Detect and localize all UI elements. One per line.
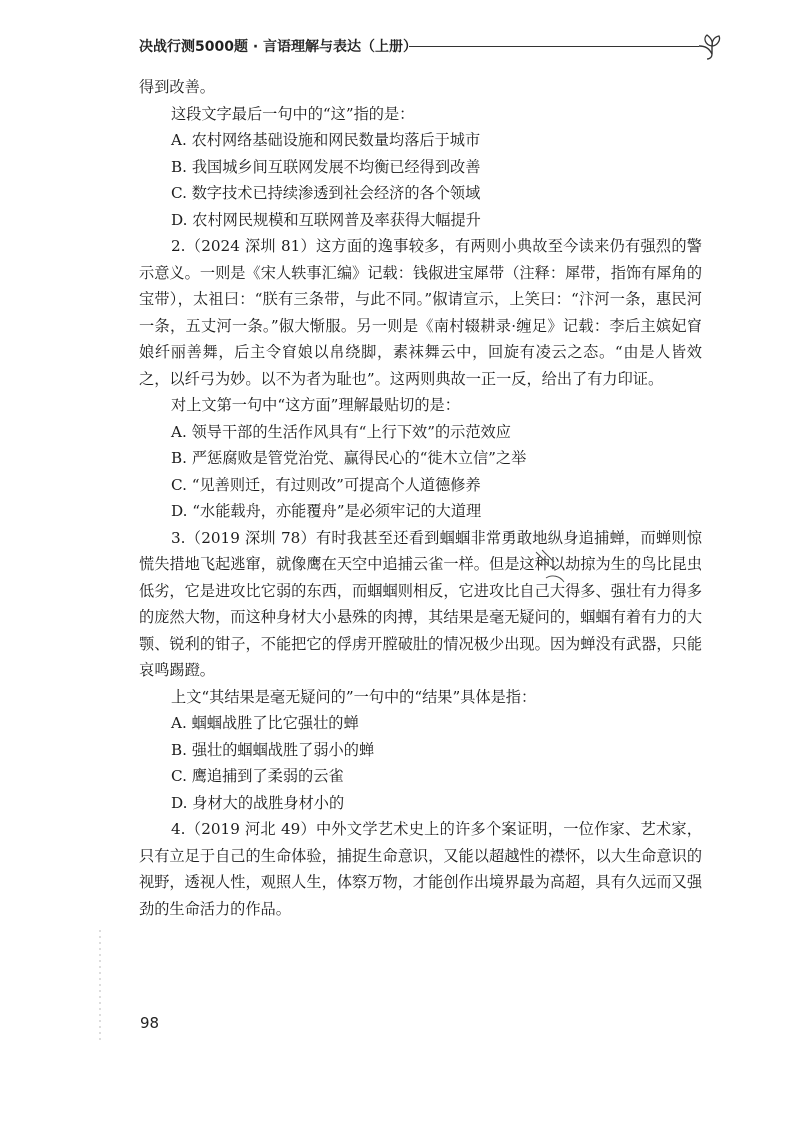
question-passage: 3.（2019 深圳 78）有时我甚至还看到蝈蝈非常勇敢地纵身追捕蝉，而蝉则惊慌失措地飞起逃窜，就像鹰在天空中追捕云雀一样。但是这种以劫掠为生的鸟比昆虫低劣，它是进攻比它弱的东西，而蝈蝈则相反，它进攻比自己大得多、强壮有力得多的庞然大物，而这种身材大小悬殊的肉搏，其结果是毫无疑问的，蝈蝈有着有力的大颚、锐利的钳子，不能把它的俘虏开膛破肚的情况极少出现。因为蝉没有武器，只能哀鸣踢蹬。: [139, 528, 702, 679]
binding-marks: [95, 930, 105, 1040]
answer-option: A. 农村网络基础设施和网民数量均落后于城市: [171, 131, 481, 149]
answer-option: B. 我国城乡间互联网发展不均衡已经得到改善: [171, 157, 481, 176]
question-prompt: 对上文第一句中“这方面”理解最贴切的是：: [171, 396, 460, 414]
answer-option: A. 领导干部的生活作风具有“上行下效”的示范效应: [171, 422, 511, 441]
answer-option: C. 数字技术已持续渗透到社会经济的各个领域: [171, 184, 481, 202]
running-header: [139, 32, 729, 62]
answer-option: C. “见善则迁，有过则改”可提高个人道德修养: [171, 475, 481, 494]
continued-paragraph: 得到改善。: [139, 78, 215, 96]
answer-option: B. 强壮的蝈蝈战胜了弱小的蝉: [171, 740, 375, 759]
answer-option: D. “水能载舟，亦能覆舟”是必须牢记的大道理: [171, 502, 482, 520]
question-passage: 2.（2024 深圳 81）这方面的逸事较多，有两则小典故至今读来仍有强烈的警示意义。一则是《宋人轶事汇编》记载：钱俶进宝犀带（注释：犀带，指饰有犀角的宝带），太祖曰：“朕有三条带，与此不同。”俶请宣示，上笑曰：“汴河一条，惠民河一条，五丈河一条。”俶大惭服。另一则是《南村辍耕录·缠足》记载：李后主嫔妃窅娘纤丽善舞，后主令窅娘以帛绕脚，素袜舞云中，回旋有凌云之态。“由是人皆效之，以纤弓为妙。以不为者为耻也”。这两则典故一正一反，给出了有力印证。: [139, 237, 702, 388]
page-number: 98: [140, 1014, 160, 1032]
answer-option: D. 农村网民规模和互联网普及率获得大幅提升: [171, 210, 481, 229]
answer-option: A. 蝈蝈战胜了比它强壮的蝉: [171, 714, 359, 732]
question-prompt: 上文“其结果是毫无疑问的”一句中的“结果”具体是指：: [171, 687, 537, 706]
answer-option: D. 身材大的战胜身材小的: [171, 793, 345, 812]
question-prompt: 这段文字最后一句中的“这”指的是：: [171, 104, 415, 123]
pen-mark: [534, 548, 574, 588]
answer-option: B. 严惩腐败是管党治党、赢得民心的“徙木立信”之举: [171, 449, 527, 467]
question-passage: 4.（2019 河北 49）中外文学艺术史上的许多个案证明，一位作家、艺术家，只有立足于自己的生命体验，捕捉生命意识，又能以超越性的襟怀，以大生命意识的视野，透视人性，观照人生，体察万物，才能创作出境界最为高超，具有久远而又强劲的生命活力的作品。: [139, 820, 702, 918]
answer-option: C. 鹰追捕到了柔弱的云雀: [171, 767, 344, 785]
header-rule: [409, 46, 699, 47]
sprout-icon: [695, 32, 729, 60]
page-content: [139, 74, 702, 922]
book-title: 决战行测5000题 · 言语理解与表达（上册）: [139, 39, 418, 55]
